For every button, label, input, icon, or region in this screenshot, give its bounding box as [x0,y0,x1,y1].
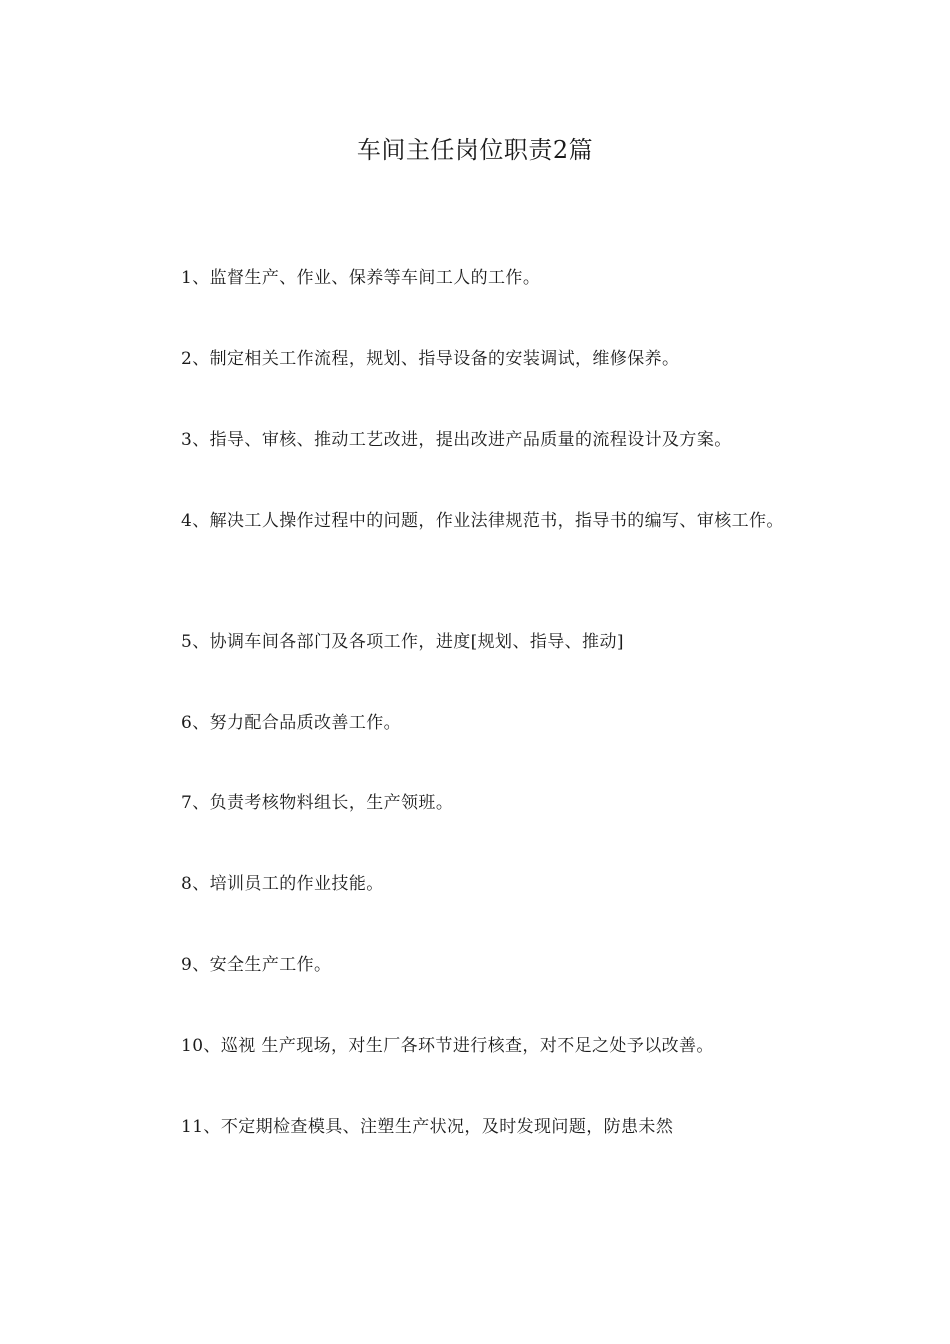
duty-item-7: 7、负责考核物料组长，生产领班。 [181,793,454,813]
duty-item-6: 6、努力配合品质改善工作。 [181,713,402,733]
duty-item-5: 5、协调车间各部门及各项工作，进度[规划、指导、推动] [181,632,624,652]
duty-item-4: 4、解决工人操作过程中的问题，作业法律规范书，指导书的编写、审核工作。 [181,511,784,531]
document-title: 车间主任岗位职责2篇 [356,136,594,164]
duty-item-11: 11、不定期检查模具、注塑生产状况，及时发现问题，防患未然 [181,1117,674,1137]
duty-item-10: 10、巡视 生产现场，对生厂各环节进行核查，对不足之处予以改善。 [181,1036,714,1056]
duty-item-9: 9、安全生产工作。 [181,955,332,975]
duty-item-3: 3、指导、审核、推动工艺改进，提出改进产品质量的流程设计及方案。 [181,430,732,450]
duty-item-2: 2、制定相关工作流程，规划、指导设备的安装调试，维修保养。 [181,349,680,369]
duty-item-8: 8、培训员工的作业技能。 [181,874,384,894]
duty-item-1: 1、监督生产、作业、保养等车间工人的工作。 [181,268,541,288]
